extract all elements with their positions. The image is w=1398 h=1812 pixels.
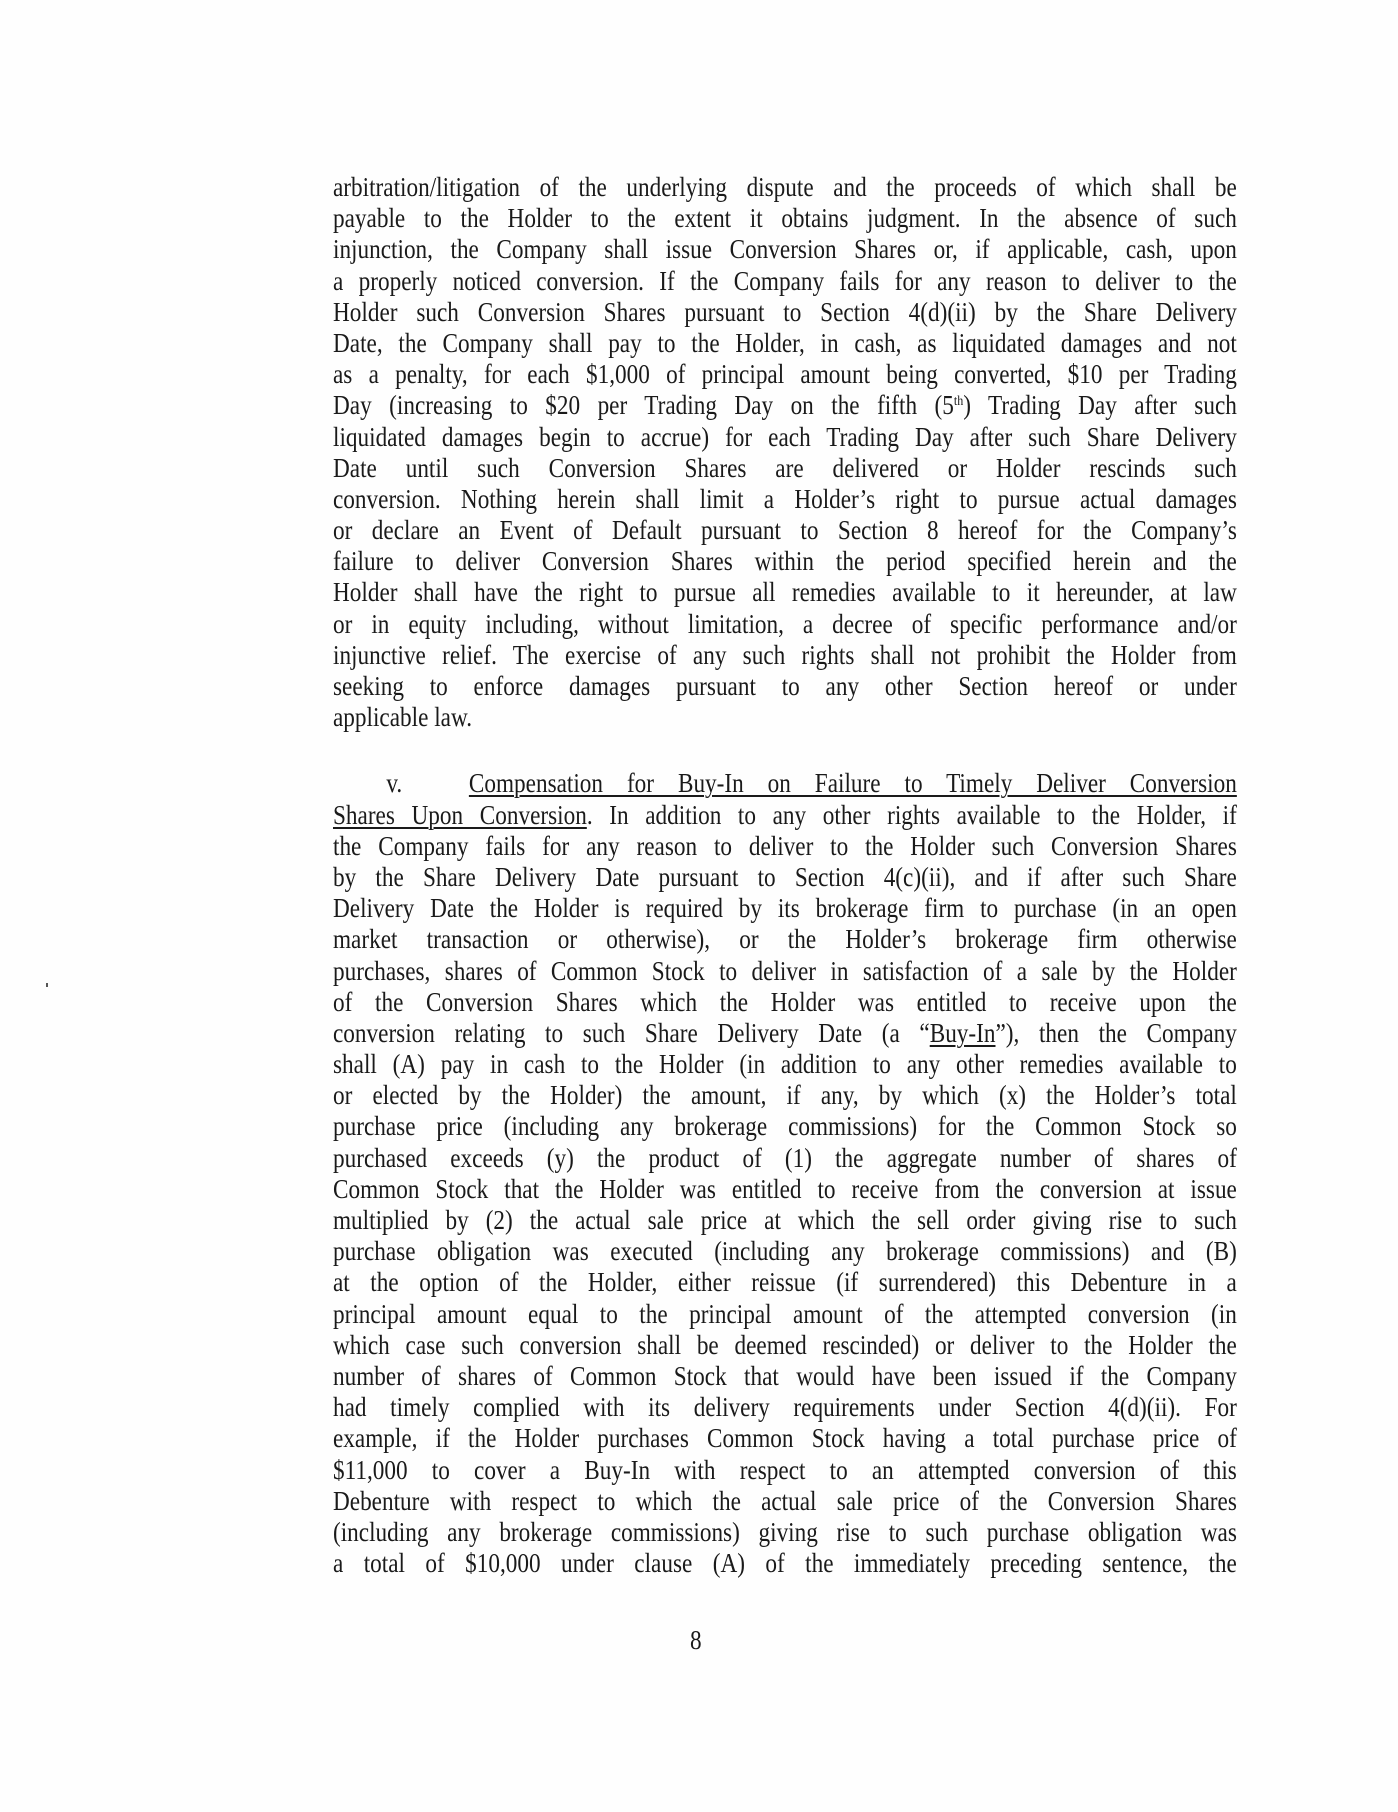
text-line: or declare an Event of Default pursuant to Section 8 hereof for the Company’s (333, 515, 1237, 546)
text-line: Delivery Date the Holder is required by its brokerage firm to purchase (in an open (333, 893, 1237, 924)
body-text (333, 172, 1237, 1579)
text-line: as a penalty, for each $1,000 of principal amount being converted, $10 per Trading (333, 359, 1237, 390)
text-line: liquidated damages begin to accrue) for each Trading Day after such Share Delivery (333, 421, 1237, 452)
section-heading-line (333, 768, 1237, 799)
text-line: Holder shall have the right to pursue all remedies available to it hereunder, at law (333, 577, 1237, 608)
text-line: Holder such Conversion Shares pursuant to Section 4(d)(ii) by the Share Delivery (333, 296, 1237, 327)
text-line: a total of $10,000 under clause (A) of the immediately preceding sentence, the (333, 1548, 1237, 1579)
text-line: which case such conversion shall be deemed rescinded) or deliver to the Holder the (333, 1329, 1237, 1360)
text-line: or in equity including, without limitation, a decree of specific performance and/or (333, 608, 1237, 639)
text-line: injunction, the Company shall issue Conversion Shares or, if applicable, cash, upon (333, 234, 1237, 265)
scan-speck (46, 983, 48, 987)
text-line: had timely complied with its delivery requirements under Section 4(d)(ii). For (333, 1392, 1237, 1423)
section-heading: Compensation for Buy-In on Failure to Timely Deliver Conversion (468, 768, 1237, 799)
section-number: v. (386, 768, 403, 799)
text-line (333, 390, 1237, 421)
text-line: market transaction or otherwise), or the Holder’s brokerage firm otherwise (333, 924, 1237, 955)
text-line: seeking to enforce damages pursuant to any other Section hereof or under (333, 671, 1237, 701)
text-line: example, if the Holder purchases Common Stock having a total purchase price of (333, 1423, 1237, 1454)
text-fragment: ”), then the Company (995, 1017, 1237, 1048)
text-line: $11,000 to cover a Buy-In with respect to an attempted conversion of this (333, 1454, 1237, 1485)
text-line: purchase obligation was executed (including any brokerage commissions) and (B) (333, 1236, 1237, 1267)
text-line: failure to deliver Conversion Shares within the period specified herein and the (333, 546, 1237, 577)
text-line: purchases, shares of Common Stock to deliver in satisfaction of a sale by the Holder (333, 955, 1237, 986)
text-line: Date, the Company shall pay to the Holder, in cash, as liquidated damages and not (333, 327, 1237, 358)
text-line: Date until such Conversion Shares are delivered or Holder rescinds such (333, 452, 1237, 483)
text-line: by the Share Delivery Date pursuant to Section 4(c)(ii), and if after such Share (333, 861, 1237, 892)
text-fragment: Day (increasing to $20 per Trading Day on the fifth (5 (333, 390, 954, 421)
text-line: at the option of the Holder, either reissue (if surrendered) this Debenture in a (333, 1267, 1237, 1298)
defined-term-buy-in: Buy-In (929, 1017, 996, 1048)
text-line: of the Conversion Shares which the Holder was entitled to receive upon the (333, 986, 1237, 1017)
text-line (333, 1018, 1237, 1049)
text-line: a properly noticed conversion. If the Company fails for any reason to deliver to the (333, 265, 1237, 296)
text-fragment: conversion relating to such Share Delivery Date (a “ (333, 1017, 930, 1048)
page-number: 8 (690, 1625, 702, 1655)
ordinal-superscript: th (953, 394, 964, 410)
text-line: payable to the Holder to the extent it obtains judgment. In the absence of such (333, 203, 1237, 234)
text-line: Common Stock that the Holder was entitled to receive from the conversion at issue (333, 1173, 1237, 1204)
paragraph-gap (333, 733, 1237, 768)
text-line: (including any brokerage commissions) giving rise to such purchase obligation was (333, 1516, 1237, 1547)
text-line: the Company fails for any reason to deliver to the Holder such Conversion Shares (333, 830, 1237, 861)
text-line: shall (A) pay in cash to the Holder (in addition to any other remedies available to (333, 1049, 1237, 1080)
text-line: Debenture with respect to which the actual sale price of the Conversion Shares (333, 1485, 1237, 1516)
text-line: conversion. Nothing herein shall limit a Holder’s right to pursue actual damages (333, 483, 1237, 514)
text-line (333, 800, 1237, 831)
text-line: arbitration/litigation of the underlying dispute and the proceeds of which shall be (333, 172, 1237, 202)
text-line: number of shares of Common Stock that would have been issued if the Company (333, 1360, 1237, 1391)
text-line: purchased exceeds (y) the product of (1) the aggregate number of shares of (333, 1142, 1237, 1173)
text-line: multiplied by (2) the actual sale price at which the sell order giving rise to such (333, 1205, 1237, 1235)
text-line: injunctive relief. The exercise of any such rights shall not prohibit the Holder from (333, 639, 1237, 670)
section-heading-continued: Shares Upon Conversion (333, 799, 587, 830)
text-line: principal amount equal to the principal amount of the attempted conversion (in (333, 1298, 1237, 1329)
text-line: applicable law. (333, 702, 473, 733)
text-fragment: . In addition to any other rights available to the Holder, if (586, 799, 1237, 830)
text-fragment: ) Trading Day after such (963, 390, 1237, 421)
text-line: or elected by the Holder) the amount, if any, by which (x) the Holder’s total (333, 1080, 1237, 1111)
section-v-buy-in-compensation (333, 768, 1237, 1579)
text-line: purchase price (including any brokerage commissions) for the Common Stock so (333, 1111, 1237, 1142)
paragraph-remedies (333, 172, 1237, 733)
